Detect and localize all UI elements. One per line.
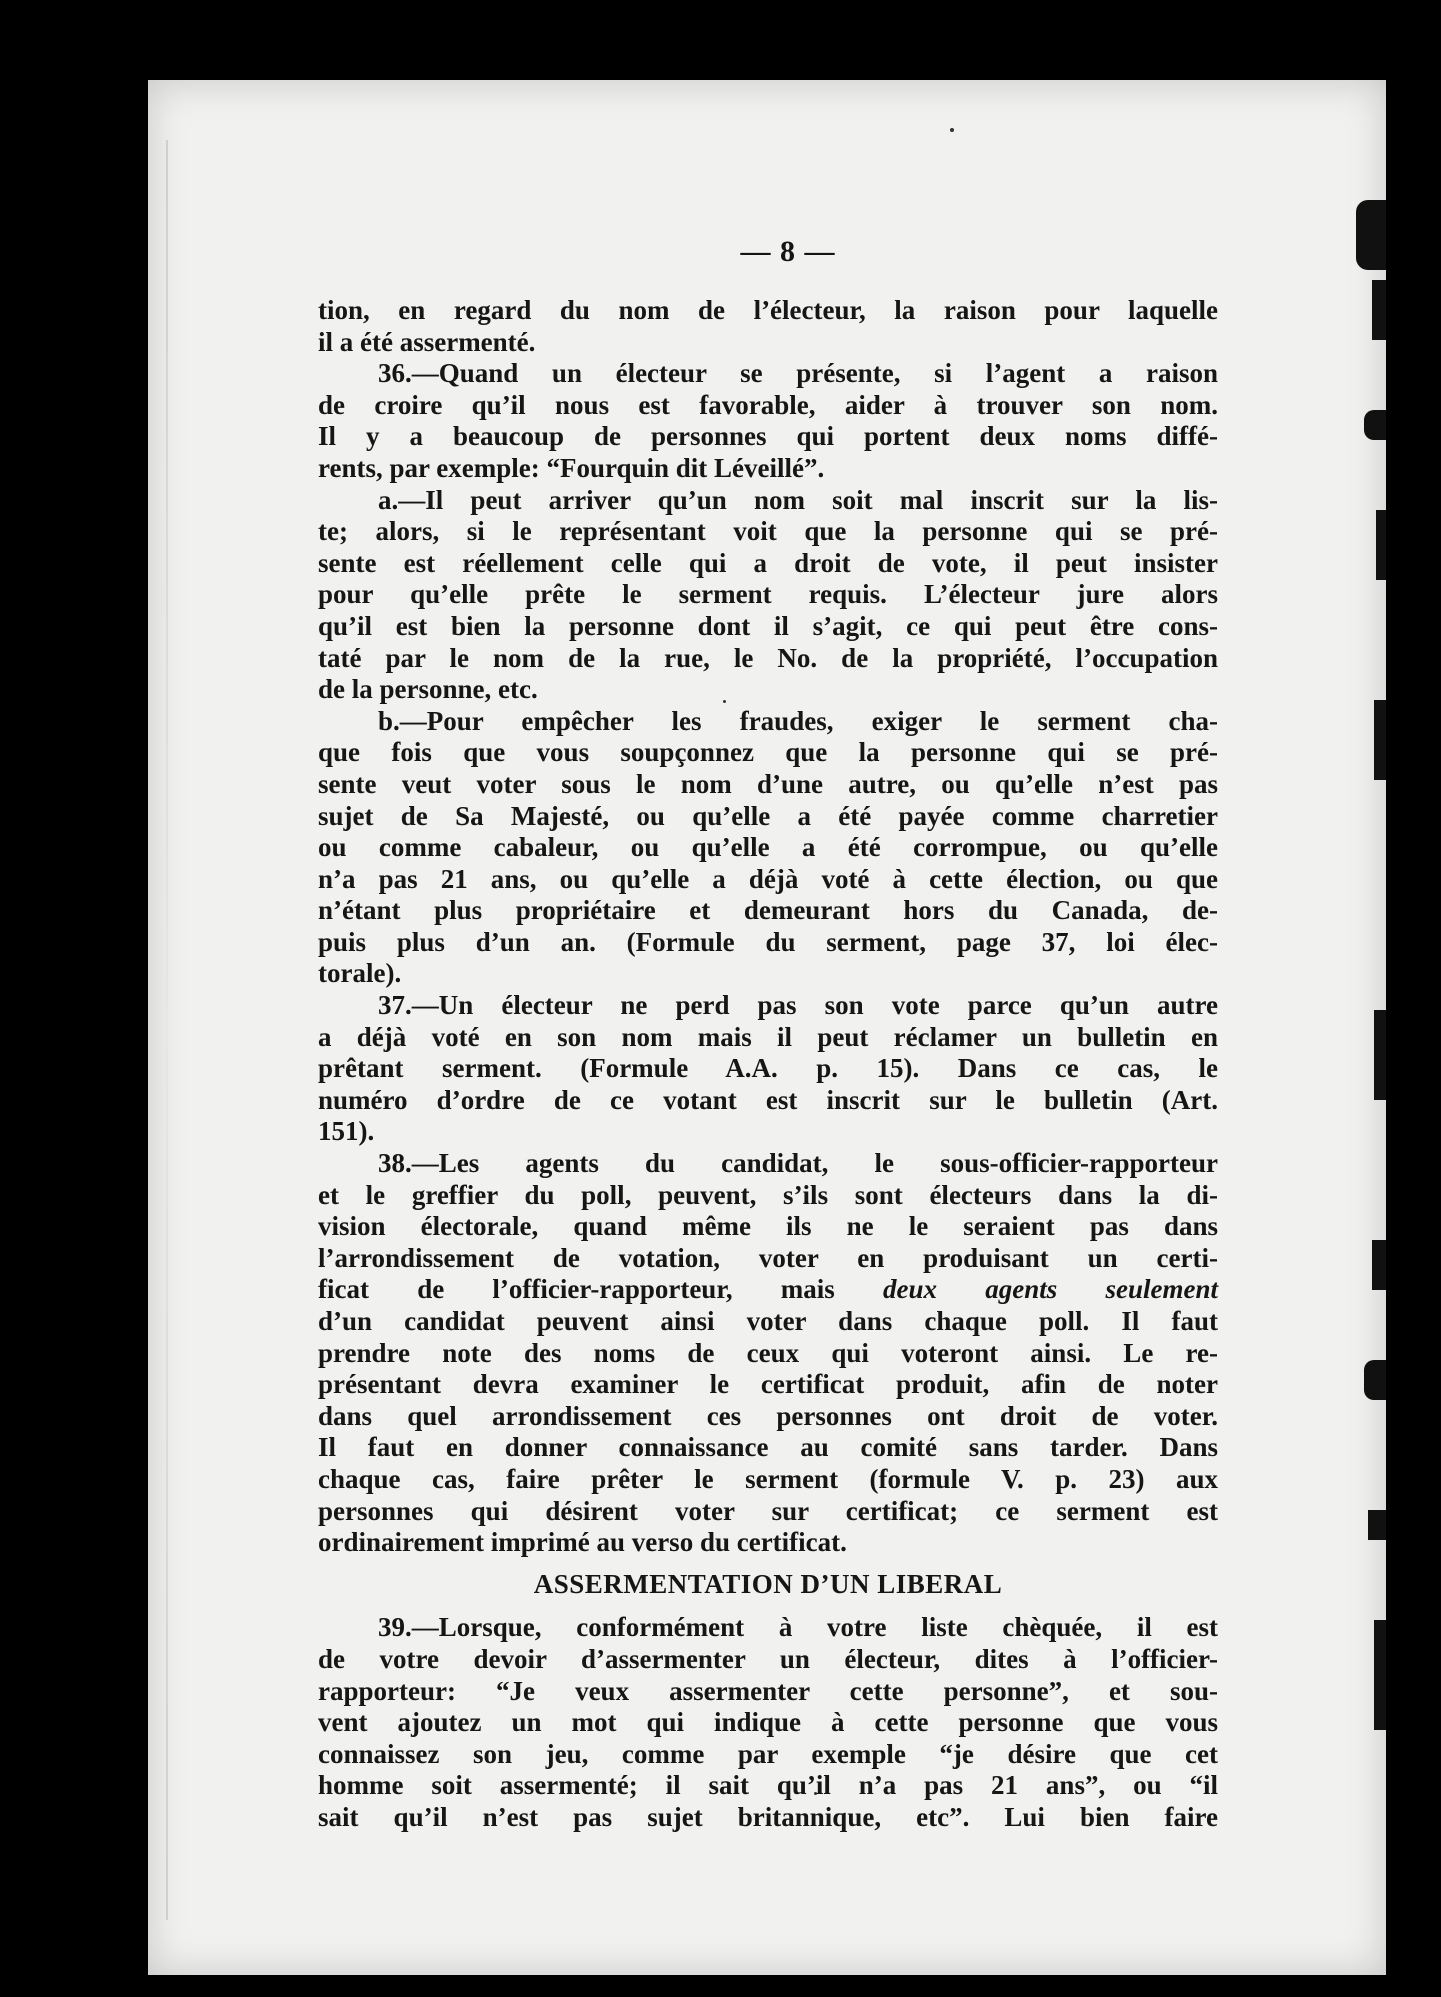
paragraph	[318, 1612, 1218, 1833]
page-number: — 8 —	[740, 235, 836, 268]
text-line: ordinairement imprimé au verso du certificat.	[318, 1527, 847, 1558]
text-line: et le greffier du poll, peuvent, s’ils sont électeurs dans la di-	[318, 1179, 1218, 1210]
binding-mark	[1364, 410, 1386, 440]
paragraph	[318, 1148, 1218, 1559]
binding-mark	[1368, 1510, 1386, 1540]
binding-mark	[1376, 510, 1386, 580]
text-line: présentant devra examiner le certificat produit, afin de noter	[318, 1369, 1218, 1400]
binding-mark	[1372, 1240, 1386, 1290]
text-line: dans quel arrondissement ces personnes ont droit de voter.	[318, 1400, 1218, 1431]
paragraph	[318, 990, 1218, 1148]
text-line: tion, en regard du nom de l’électeur, la raison pour laquelle	[318, 295, 1218, 325]
binding-mark	[1374, 700, 1386, 780]
text-line: 151).	[318, 1116, 375, 1147]
text-line: sait qu’il n’est pas sujet britannique, etc”. Lui bien faire	[318, 1801, 1218, 1832]
text-line: n’étant plus propriétaire et demeurant hors du Canada, de-	[318, 895, 1218, 926]
text-line: personnes qui désirent voter sur certificat; ce serment est	[318, 1495, 1218, 1526]
text-line: chaque cas, faire prêter le serment (formule V. p. 23) aux	[318, 1463, 1218, 1494]
text-line: a.—Il peut arriver qu’un nom soit mal inscrit sur la lis-	[378, 484, 1218, 515]
text-line: rapporteur: “Je veux assermenter cette personne”, et sou-	[318, 1675, 1218, 1706]
text-line: b.—Pour empêcher les fraudes, exiger le serment cha-	[378, 705, 1218, 736]
text-line: vent ajoutez un mot qui indique à cette personne que vous	[318, 1707, 1218, 1738]
paragraph	[318, 485, 1218, 706]
binding-mark	[1372, 280, 1386, 340]
text-line: prendre note des noms de ceux qui voteront ainsi. Le re-	[318, 1337, 1218, 1368]
paragraph	[318, 706, 1218, 990]
text-line: que fois que vous soupçonnez que la personne qui se pré-	[318, 737, 1218, 768]
text-line: 38.—Les agents du candidat, le sous-officier-rapporteur	[378, 1148, 1218, 1179]
text-line: pour qu’elle prête le serment requis. L’électeur jure alors	[318, 579, 1218, 610]
text-line: connaissez son jeu, comme par exemple “je désire que cet	[318, 1738, 1218, 1769]
text-line: puis plus d’un an. (Formule du serment, page 37, loi élec-	[318, 926, 1218, 957]
binding-mark	[1356, 200, 1386, 270]
text-line: 37.—Un électeur ne perd pas son vote parce qu’un autre	[378, 990, 1218, 1021]
text-line: a déjà voté en son nom mais il peut réclamer un bulletin en	[318, 1021, 1218, 1052]
section-heading: ASSERMENTATION D’UN LIBERAL	[533, 1568, 1003, 1599]
paragraph	[318, 358, 1218, 484]
body-text	[318, 295, 1218, 1834]
text-line: qu’il est bien la personne dont il s’agit, ce qui peut être cons-	[318, 610, 1218, 641]
text-line: numéro d’ordre de ce votant est inscrit sur le bulletin (Art.	[318, 1084, 1218, 1115]
text-line: ou comme cabaleur, ou qu’elle a été corrompue, ou qu’elle	[318, 832, 1218, 863]
text-line: homme soit assermenté; il sait qu’il n’a pas 21 ans”, ou “il	[318, 1770, 1218, 1801]
text-line: te; alors, si le représentant voit que la personne qui se pré-	[318, 516, 1218, 547]
text-line: de croire qu’il nous est favorable, aider à trouver son nom.	[318, 389, 1218, 420]
binding-mark	[1374, 1620, 1386, 1730]
text-line: de la personne, etc.	[318, 674, 538, 705]
text-line: sujet de Sa Majesté, ou qu’elle a été payée comme charretier	[318, 800, 1218, 831]
italic-emphasis: deux agents seulement	[883, 1274, 1218, 1305]
text-line: torale).	[318, 958, 402, 989]
text-line: vision électorale, quand même ils ne le seraient pas dans	[318, 1211, 1218, 1242]
text-line: taté par le nom de la rue, le No. de la propriété, l’occupation	[318, 642, 1218, 673]
text-line: n’a pas 21 ans, ou qu’elle a déjà voté à cette élection, ou que	[318, 863, 1218, 894]
text-line: l’arrondissement de votation, voter en produisant un certi-	[318, 1242, 1218, 1273]
binding-mark	[1374, 1010, 1386, 1100]
paragraph	[318, 295, 1218, 358]
text-line: Il faut en donner connaissance au comité sans tarder. Dans	[318, 1432, 1218, 1463]
text-line: rents, par exemple: “Fourquin dit Léveillé”.	[318, 452, 825, 483]
text-line: prêtant serment. (Formule A.A. p. 15). Dans ce cas, le	[318, 1053, 1218, 1084]
document-page	[148, 80, 1386, 1975]
text-line: sente veut voter sous le nom d’une autre, ou qu’elle n’est pas	[318, 768, 1218, 799]
text-line: il a été assermenté.	[318, 326, 536, 357]
paper-speck	[950, 128, 954, 132]
text-line	[318, 1274, 1218, 1306]
text-line: sente est réellement celle qui a droit de vote, il peut insister	[318, 547, 1218, 578]
text-line: de votre devoir d’assermenter un électeur, dites à l’officier-	[318, 1643, 1218, 1674]
binding-mark	[1364, 1360, 1386, 1400]
text-line: d’un candidat peuvent ainsi voter dans chaque poll. Il faut	[318, 1306, 1218, 1336]
text-line: Il y a beaucoup de personnes qui portent deux noms diffé-	[318, 421, 1218, 452]
text-line: 39.—Lorsque, conformément à votre liste chèquée, il est	[378, 1612, 1218, 1643]
text-line: 36.—Quand un électeur se présente, si l’agent a raison	[378, 358, 1218, 389]
text-line-start: ficat de l’officier-rapporteur, mais	[318, 1274, 884, 1305]
